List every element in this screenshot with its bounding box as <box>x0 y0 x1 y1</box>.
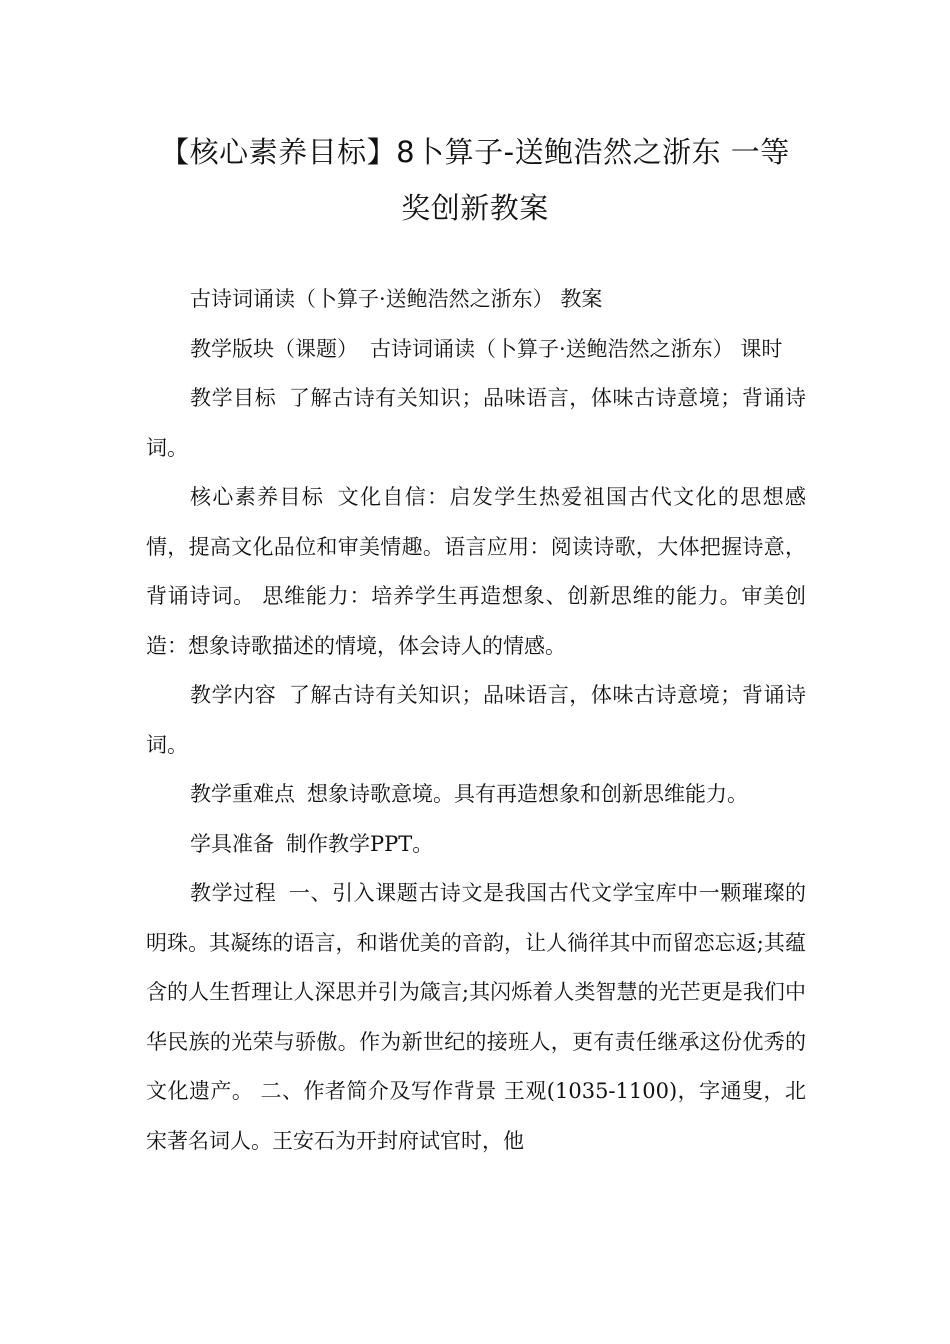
paragraph-label: 教学版块（课题） <box>190 336 358 361</box>
paragraph-label: 教学重难点 <box>190 782 295 806</box>
paragraph-text: 了解古诗有关知识；品味语言，体味古诗意境；背诵诗词。 <box>146 683 807 757</box>
paragraph-label: 学具准备 <box>190 831 274 856</box>
paragraph-text: 古诗词诵读（卜算子·送鲍浩然之浙东） 教案 <box>190 287 603 311</box>
paragraph-text: 文化自信：启发学生热爱祖国古代文化的思想感情，提高文化品位和审美情趣。语言应用：阅读诗歌，大体把握诗意，背诵诗词。 思维能力：培养学生再造想象、创新思维的能力。审美创造：想象诗歌描述的情境，体会诗人的情感。 <box>146 485 807 658</box>
paragraph-teaching-content <box>146 671 806 770</box>
paragraph-text: 一、引入课题古诗文是我国古代文学宝库中一颗璀璨的明珠。其凝练的语言，和谐优美的音韵，让人徜徉其中而留恋忘返;其蕴含的人生哲理让人深思并引为箴言;其闪烁着人类智慧的光芒更是我们中华民族的光荣与骄傲。作为新世纪的接班人，更有责任继承这份优秀的文化遗产。 二、作者简介及写作背景 王观(1035-1100)，字通叟，北宋著名词人。王安石为开封府试官时，他 <box>146 881 807 1153</box>
paragraph-key-points <box>146 770 806 820</box>
document-body <box>146 275 806 1166</box>
paragraph-label: 教学目标 <box>190 386 277 410</box>
paragraph-core-literacy-goals <box>146 473 806 671</box>
paragraph-text: 制作教学PPT。 <box>286 831 434 856</box>
paragraph-lesson-section <box>146 325 806 375</box>
paragraph-label: 教学内容 <box>190 683 277 707</box>
paragraph-teaching-goals <box>146 374 806 473</box>
paragraph-text: 想象诗歌意境。具有再造想象和创新思维能力。 <box>307 782 748 806</box>
document-title: 【核心素养目标】8卜算子-送鲍浩然之浙东 一等奖创新教案 <box>160 135 790 225</box>
paragraph-teaching-process <box>146 869 806 1166</box>
paragraph-label: 核心素养目标 <box>190 485 325 509</box>
paragraph-text: 了解古诗有关知识；品味语言，体味古诗意境；背诵诗词。 <box>146 386 807 460</box>
paragraph-materials <box>146 820 806 870</box>
paragraph-intro <box>146 275 806 325</box>
paragraph-label: 教学过程 <box>190 881 277 905</box>
paragraph-text: 古诗词诵读（卜算子·送鲍浩然之浙东） 课时 <box>370 336 783 361</box>
